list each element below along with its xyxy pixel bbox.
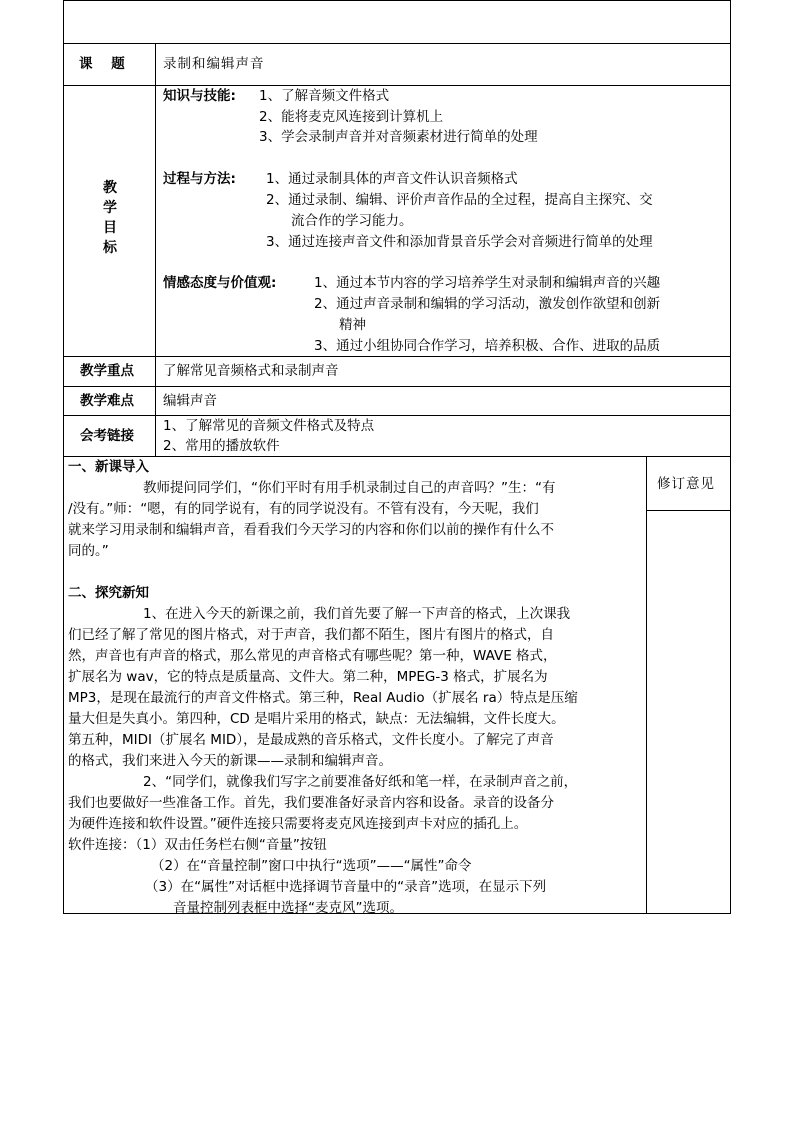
objectives-label-char: 教: [103, 180, 117, 196]
key-point-value: 了解常见音频格式和录制声音: [163, 363, 339, 379]
key-point-label: 教学重点: [80, 363, 134, 379]
knowledge-item: 2、能将麦克风连接到计算机上: [259, 109, 444, 125]
section2-line: 的格式，我们来进入今天的新课——录制和编辑声音。: [68, 753, 392, 769]
objectives-label-char: 学: [103, 200, 117, 216]
emotion-heading: 情感态度与价值观:: [163, 275, 277, 291]
knowledge-item: 3、学会录制声音并对音频素材进行简单的处理: [259, 129, 538, 145]
topic-value: 录制和编辑声音: [163, 56, 265, 72]
difficulty-value-cell: [155, 386, 731, 416]
section2-line: MP3，是现在最流行的声音文件格式。第三种，Real Audio（扩展名 ra）特点是压缩: [68, 690, 578, 706]
section1-title: 一、新课导入: [68, 459, 149, 475]
section2-line: （2）在“音量控制”窗口中执行“选项”——“属性”命令: [151, 858, 472, 874]
knowledge-item: 1、了解音频文件格式: [259, 88, 390, 104]
revision-label: 修订意见: [657, 476, 715, 492]
section2-line: 第五种，MIDI（扩展名 MID），是最成熟的音乐格式，文件长度小。了解完了声音: [68, 732, 554, 748]
section2-line: 们已经了解了常见的图片格式，对于声音，我们都不陌生，图片有图片的格式，自: [68, 627, 554, 643]
emotion-item: 2、通过声音录制和编辑的学习活动，激发创作欲望和创新: [314, 296, 661, 312]
revision-cell: [646, 456, 731, 914]
section2-line: 软件连接：（1）双击任务栏右侧“音量”按钮: [68, 837, 327, 853]
process-item: 1、通过录制具体的声音文件认识音频格式: [266, 171, 518, 187]
knowledge-heading: 知识与技能:: [163, 88, 236, 104]
emotion-item: 精神: [339, 317, 366, 333]
objectives-label-char: 标: [103, 240, 117, 256]
section2-line: 扩展名为 wav，它的特点是质量高、文件大。第二种，MPEG-3 格式，扩展名为: [68, 669, 548, 685]
objectives-label-char: 目: [103, 220, 117, 236]
difficulty-value: 编辑声音: [163, 393, 217, 409]
emotion-item: 3、通过小组协同合作学习，培养积极、合作、进取的品质: [314, 338, 661, 354]
process-item: 流合作的学习能力。: [291, 213, 413, 229]
topic-label: 课 题: [79, 56, 125, 72]
exam-link-label: 会考链接: [80, 428, 134, 444]
emotion-item: 1、通过本节内容的学习培养学生对录制和编辑声音的兴趣: [314, 275, 661, 291]
section2-line: 然，声音也有声音的格式，那么常见的声音格式有哪些呢？第一种，WAVE 格式，: [68, 648, 557, 664]
section2-line: 为硬件连接和软件设置。”硬件连接只需要将麦克风连接到声卡对应的插孔上。: [68, 816, 528, 832]
section1-line: 同的。”: [68, 543, 109, 559]
process-item: 2、通过录制、编辑、评价声音作品的全过程，提高自主探究、交: [266, 192, 653, 208]
section1-line: /没有。”师：“嗯，有的同学说有，有的同学说没有。不管有没有，今天呢，我们: [68, 501, 539, 517]
section1-line: 教师提问同学们，“你们平时有用手机录制过自己的声音吗？”生：“有: [143, 480, 556, 496]
section2-title: 二、探究新知: [68, 585, 149, 601]
objectives-label: [100, 178, 120, 258]
section1-line: 就来学习用录制和编辑声音，看看我们今天学习的内容和你们以前的操作有什么不: [68, 522, 554, 538]
difficulty-label: 教学难点: [80, 393, 134, 409]
section2-line: 1、在进入今天的新课之前，我们首先要了解一下声音的格式，上次课我: [143, 606, 571, 622]
section2-line: 量大但是失真小。第四种，CD 是唱片采用的格式，缺点：无法编辑，文件长度大。: [68, 711, 565, 727]
process-item: 3、通过连接声音文件和添加背景音乐学会对音频进行简单的处理: [266, 234, 653, 250]
section2-line: 音量控制列表框中选择“麦克风”选项。: [173, 900, 403, 916]
exam-link-item: 1、了解常见的音频文件格式及特点: [163, 418, 375, 434]
revision-divider: [646, 510, 731, 511]
top-empty-cell: [63, 0, 731, 44]
section2-line: 我们也要做好一些准备工作。首先，我们要准备好录音内容和设备。录音的设备分: [68, 795, 554, 811]
exam-link-item: 2、常用的播放软件: [163, 438, 280, 454]
section2-line: 2、“同学们，就像我们写字之前要准备好纸和笔一样，在录制声音之前，: [143, 774, 578, 790]
section2-line: （3）在“属性”对话框中选择调节音量中的“录音”选项，在显示下列: [145, 879, 547, 895]
process-heading: 过程与方法:: [163, 171, 236, 187]
